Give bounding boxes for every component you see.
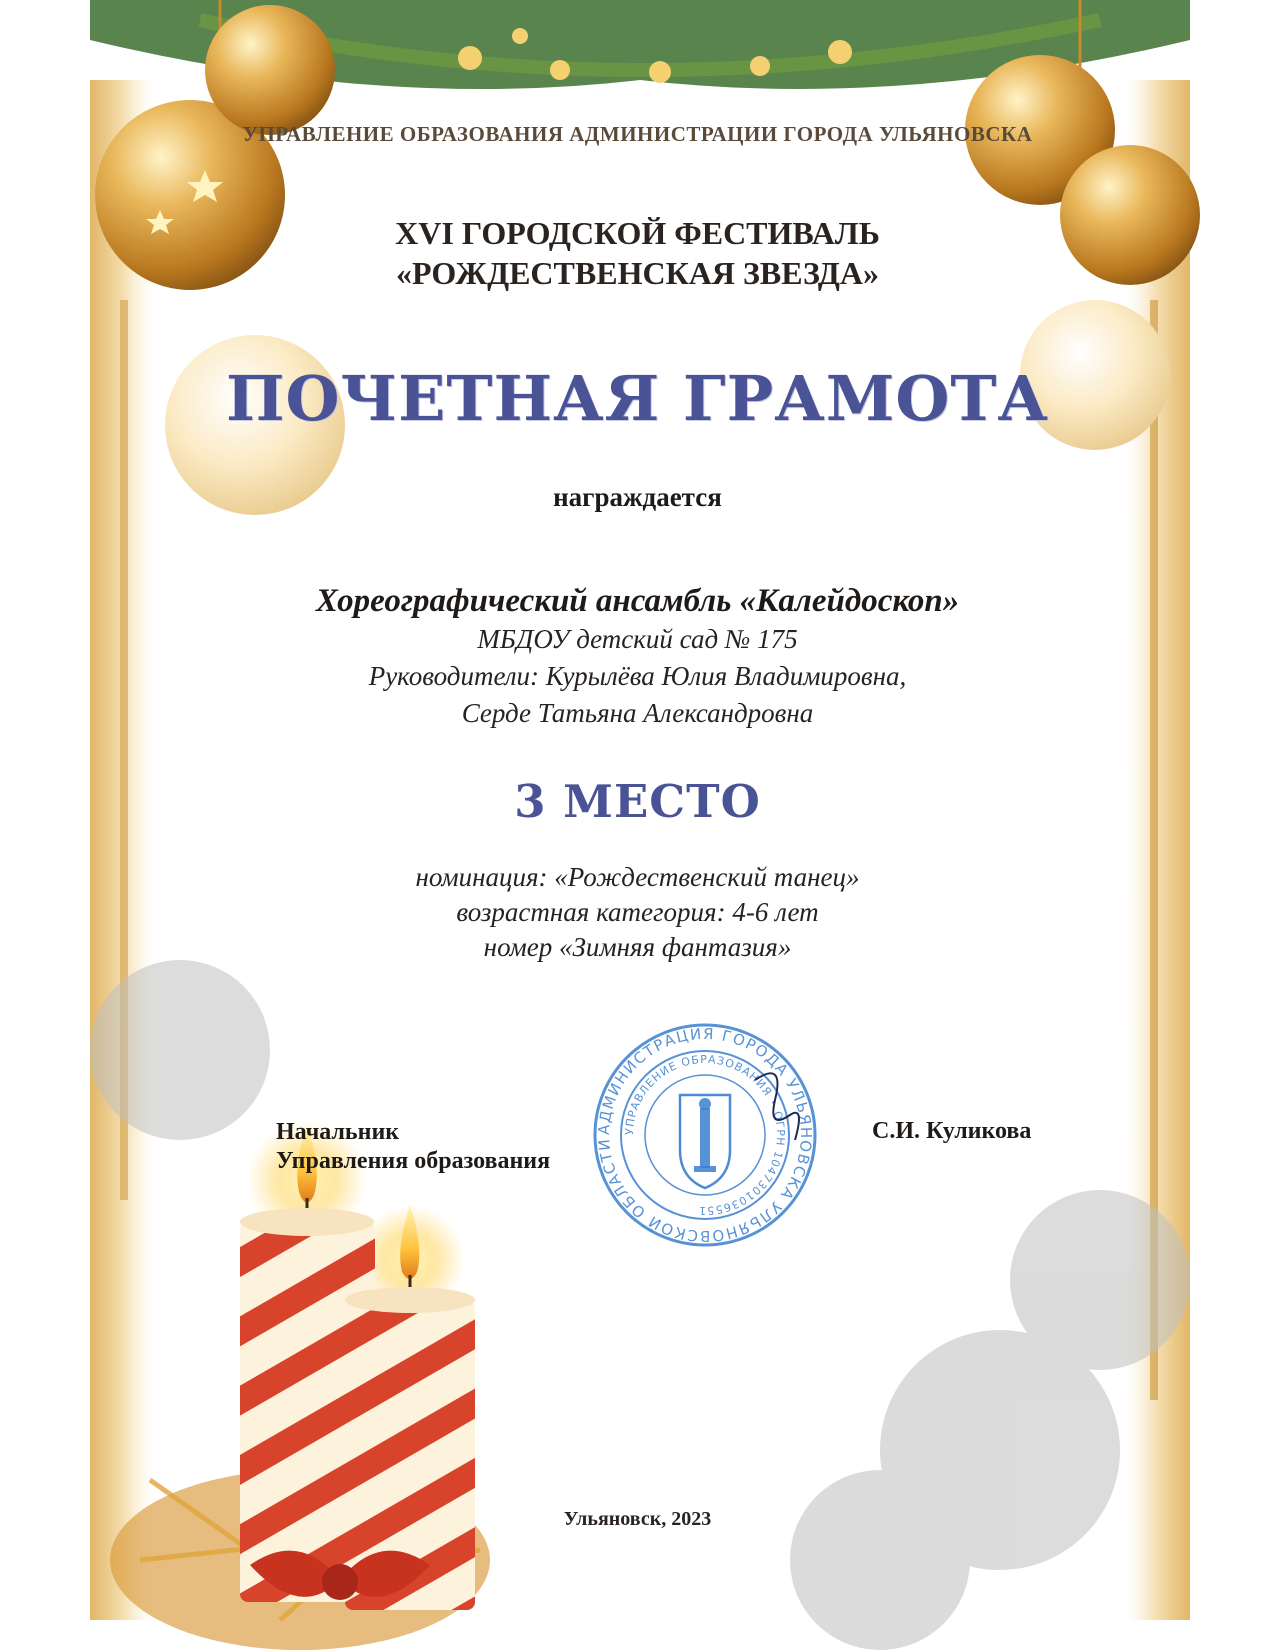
issuer-heading: УПРАВЛЕНИЕ ОБРАЗОВАНИЯ АДМИНИСТРАЦИИ ГОРОДА УЛЬЯНОВСКА xyxy=(242,122,1033,146)
festival-title xyxy=(0,213,1275,293)
festival-line-2: «РОЖДЕСТВЕНСКАЯ ЗВЕЗДА» xyxy=(395,255,880,291)
recipient-leaders-line-1: Руководители: Курылёва Юлия Владимировна, xyxy=(368,661,907,691)
signatory-name: С.И. Куликова xyxy=(872,1118,1032,1144)
awarded-label: награждается xyxy=(553,482,722,512)
certificate-title: ПОЧЕТНАЯ ГРАМОТА xyxy=(225,362,1050,435)
stamp-outer-text: АДМИНИСТРАЦИЯ ГОРОДА УЛЬЯНОВСКА УЛЬЯНОВСКОЙ ОБЛАСТИ xyxy=(594,1024,816,1246)
place-and-year: Ульяновск, 2023 xyxy=(563,1508,712,1530)
place-award: 3 МЕСТО xyxy=(514,775,761,828)
recipient-ensemble: Хореографический ансамбль «Калейдоскоп» xyxy=(315,583,960,619)
recipient-leaders-line-2: Серде Татьяна Александровна xyxy=(461,698,814,728)
signatory-position xyxy=(276,1118,550,1176)
performance-number-text: номер «Зимняя фантазия» xyxy=(483,932,792,962)
signatory-position-line-1: Начальник xyxy=(276,1119,400,1145)
official-stamp xyxy=(590,1020,820,1250)
recipient-institution: МБДОУ детский сад № 175 xyxy=(477,624,798,654)
nomination-text: номинация: «Рождественский танец» xyxy=(415,862,860,892)
festival-line-1: XVI ГОРОДСКОЙ ФЕСТИВАЛЬ xyxy=(395,215,880,251)
age-category-text: возрастная категория: 4-6 лет xyxy=(456,897,819,927)
signatory-position-line-2: Управления образования xyxy=(276,1148,551,1174)
stamp-inner-text: УПРАВЛЕНИЕ ОБРАЗОВАНИЯ • ОГРН 1047301036551 xyxy=(622,1052,788,1218)
